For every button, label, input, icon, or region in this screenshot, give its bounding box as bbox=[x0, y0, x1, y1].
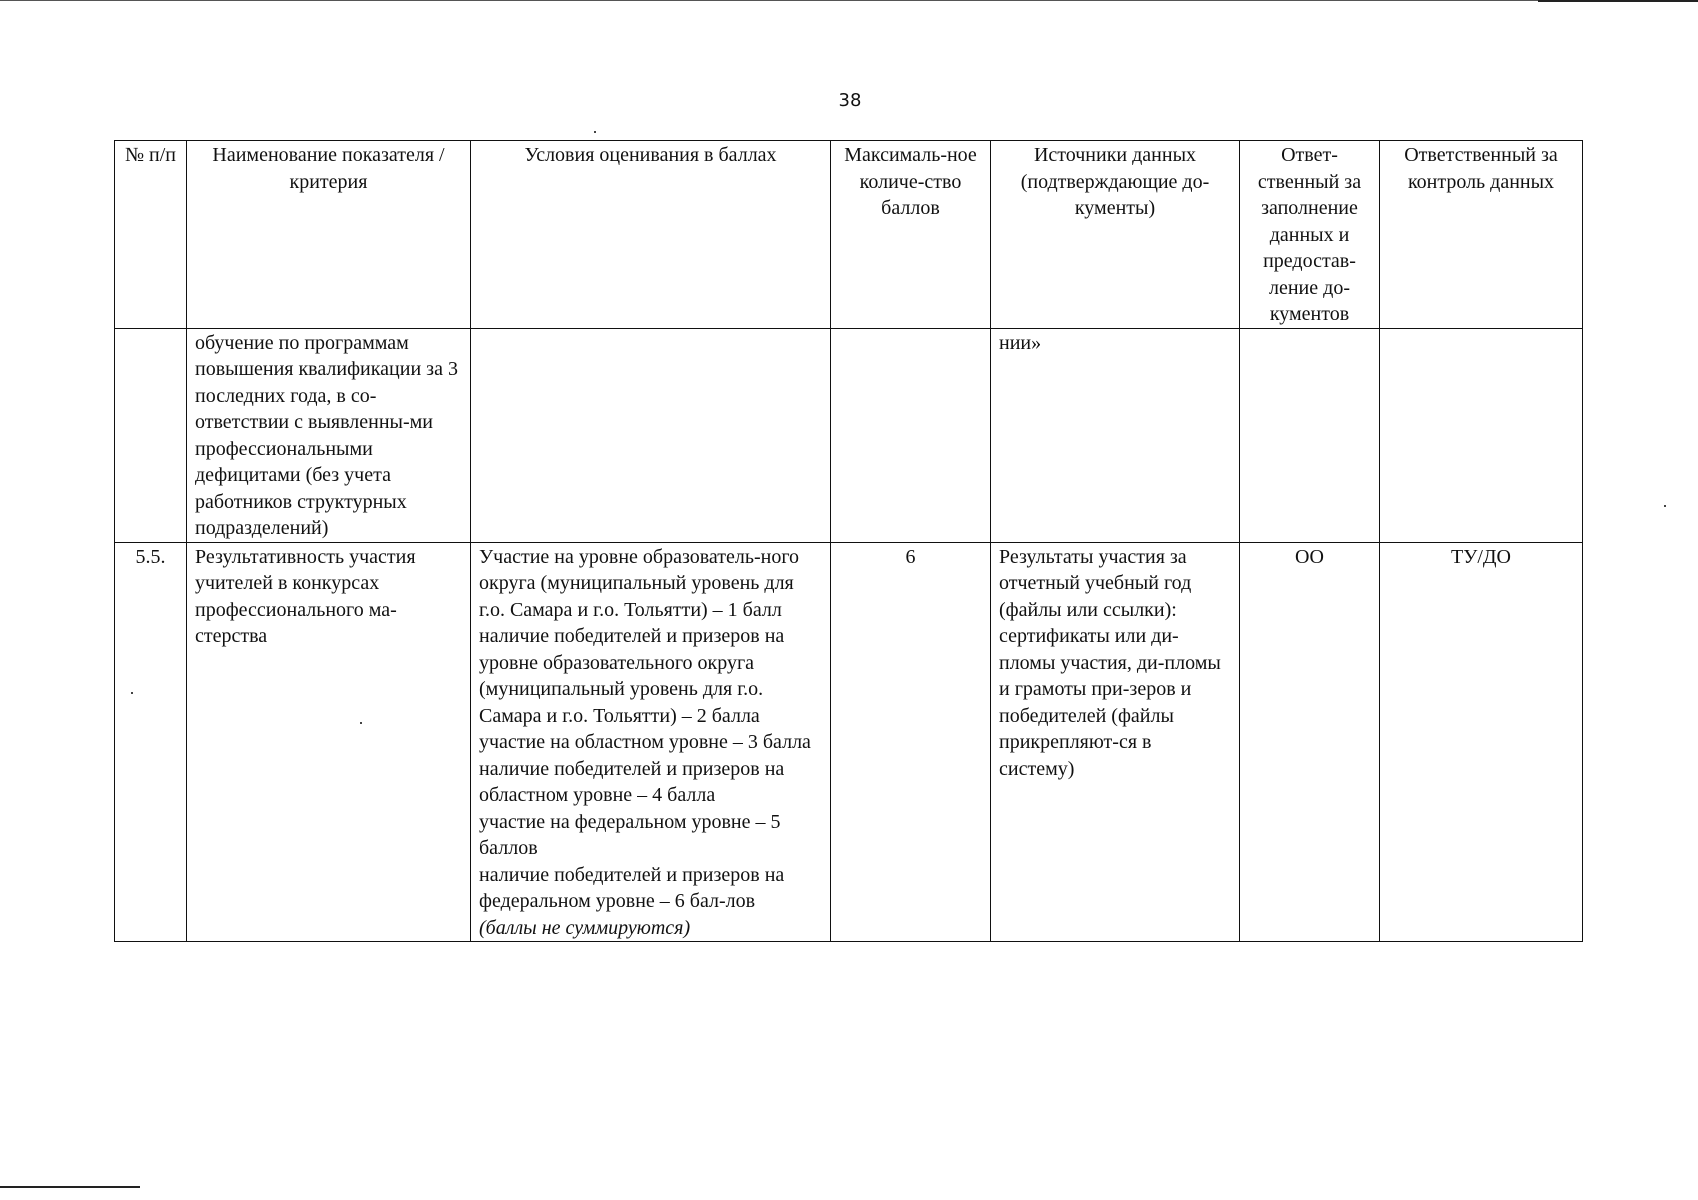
row-responsible-fill bbox=[1240, 328, 1380, 542]
scan-speck bbox=[594, 131, 596, 133]
row-conditions bbox=[471, 542, 831, 942]
header-indicator-name: Наименование показателя / критерия bbox=[187, 141, 471, 329]
top-right-scan-mark bbox=[1538, 0, 1698, 2]
bottom-left-scan-mark bbox=[0, 1186, 140, 1188]
row-number: 5.5. bbox=[115, 542, 187, 942]
header-conditions: Условия оценивания в баллах bbox=[471, 141, 831, 329]
row-indicator-name: Результативность участия учителей в конкурсах профессионального ма-стерства bbox=[187, 542, 471, 942]
header-responsible-control: Ответственный за контроль данных bbox=[1380, 141, 1583, 329]
condition-line: наличие победителей и призеров на уровне образовательного округа (муниципальный уровень для г.о. Самара и г.о. Тольятти) – 2 балла bbox=[479, 625, 785, 727]
header-number: № п/п bbox=[115, 141, 187, 329]
header-data-sources: Источники данных (подтверждающие до-кументы) bbox=[991, 141, 1240, 329]
condition-line: участие на областном уровне – 3 балла bbox=[479, 731, 811, 753]
row-indicator-name: обучение по программам повышения квалификации за 3 последних года, в со-ответствии с выявленны-ми профессиональными дефицитами (без учета работников структурных подразделений) bbox=[187, 328, 471, 542]
row-responsible-control bbox=[1380, 328, 1583, 542]
header-responsible-fill: Ответ-ственный за заполнение данных и предостав-ление до-кументов bbox=[1240, 141, 1380, 329]
condition-line: участие на федеральном уровне – 5 баллов bbox=[479, 810, 781, 859]
criteria-table bbox=[114, 140, 1583, 942]
table-header-row bbox=[115, 141, 1583, 329]
row-number bbox=[115, 328, 187, 542]
page-number: 38 bbox=[838, 90, 862, 111]
row-responsible-fill: ОО bbox=[1240, 542, 1380, 942]
conditions-note: (баллы не суммируются) bbox=[479, 916, 691, 939]
row-max-score bbox=[831, 328, 991, 542]
row-conditions bbox=[471, 328, 831, 542]
top-page-rule bbox=[0, 0, 1698, 1]
row-data-sources: Результаты участия за отчетный учебный год (файлы или ссылки): сертификаты или ди-пломы участия, ди-пломы и грамоты при-зеров и победителей (файлы прикрепляют-ся в систему) bbox=[991, 542, 1240, 942]
condition-line: Участие на уровне образователь-ного округа (муниципальный уровень для г.о. Самара и г.о. Тольятти) – 1 балл bbox=[479, 545, 800, 621]
condition-line: наличие победителей и призеров на областном уровне – 4 балла bbox=[479, 757, 785, 806]
condition-line: наличие победителей и призеров на федеральном уровне – 6 бал-лов bbox=[479, 863, 785, 912]
row-responsible-control: ТУ/ДО bbox=[1380, 542, 1583, 942]
table-row bbox=[115, 328, 1583, 542]
row-data-sources: нии» bbox=[991, 328, 1240, 542]
scan-speck bbox=[1664, 505, 1666, 507]
header-max-score: Максималь-ное количе-ство баллов bbox=[831, 141, 991, 329]
row-max-score: 6 bbox=[831, 542, 991, 942]
table-row bbox=[115, 542, 1583, 942]
